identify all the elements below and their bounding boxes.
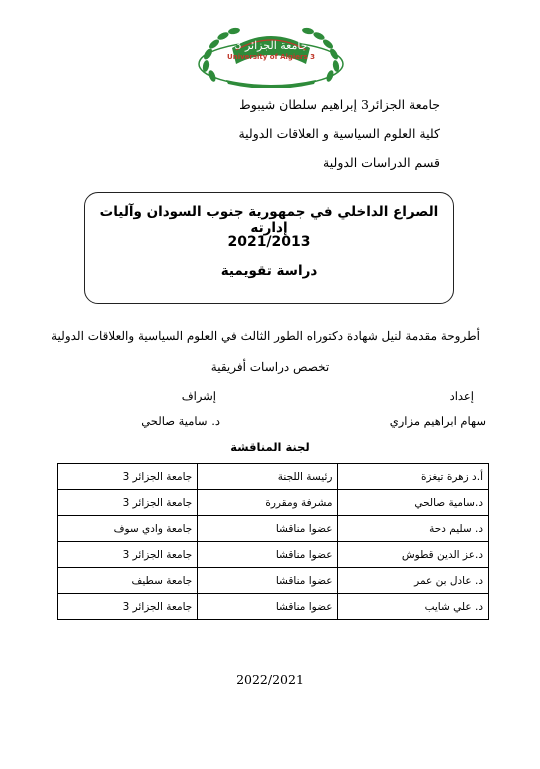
table-row — [58, 516, 489, 542]
member-name: د.عز الدين قطوش — [338, 542, 489, 568]
member-name: أ.د زهرة تيغزة — [338, 464, 489, 490]
member-name: د. سليم دحة — [338, 516, 489, 542]
table-row — [58, 490, 489, 516]
thesis-subtitle: دراسة تقويمية — [220, 263, 318, 279]
committee-title: لجنة المناقشة — [230, 440, 310, 454]
member-university: جامعة سطيف — [58, 568, 198, 594]
member-name: د.سامية صالحي — [338, 490, 489, 516]
supervisor-name: د. سامية صالحي — [141, 414, 220, 428]
table-row — [58, 542, 489, 568]
logo-arabic-text: جامعة الجزائر 3 — [234, 39, 308, 52]
member-role: عضوا مناقشا — [198, 516, 338, 542]
member-role: مشرفة ومقررة — [198, 490, 338, 516]
thesis-description: أطروحة مقدمة لنيل شهادة دكتوراه الطور الثالث في العلوم السياسية والعلاقات الدولية — [51, 329, 480, 343]
member-role: عضوا مناقشا — [198, 594, 338, 620]
student-name: سهام ابراهيم مزاري — [389, 414, 486, 428]
committee-table — [57, 463, 489, 620]
member-university: جامعة الجزائر 3 — [58, 594, 198, 620]
thesis-specialty: تخصص دراسات أفريقية — [210, 360, 330, 374]
university-name: جامعة الجزائر3 إبراهيم سلطان شيبوط — [239, 97, 440, 112]
member-university: جامعة الجزائر 3 — [58, 490, 198, 516]
logo-english-text: University of Algiers 3 — [227, 53, 315, 61]
table-row — [58, 568, 489, 594]
table-row — [58, 464, 489, 490]
thesis-title-box — [84, 192, 454, 304]
table-row — [58, 594, 489, 620]
member-university: جامعة الجزائر 3 — [58, 542, 198, 568]
member-name: د. علي شايب — [338, 594, 489, 620]
member-name: د. عادل بن عمر — [338, 568, 489, 594]
supervision-label: إشراف — [181, 389, 216, 403]
academic-year: 2022/2021 — [236, 672, 304, 687]
prepared-by-label: إعداد — [449, 389, 474, 403]
member-university: جامعة وادي سوف — [58, 516, 198, 542]
thesis-years: 2021/2013 — [227, 234, 311, 250]
member-university: جامعة الجزائر 3 — [58, 464, 198, 490]
member-role: رئيسة اللجنة — [198, 464, 338, 490]
member-role: عضوا مناقشا — [198, 542, 338, 568]
faculty-name: كلية العلوم السياسية و العلاقات الدولية — [238, 126, 440, 141]
university-logo — [196, 20, 346, 88]
member-role: عضوا مناقشا — [198, 568, 338, 594]
thesis-title: الصراع الداخلي في جمهورية جنوب السودان وآليات إدارته — [99, 204, 439, 236]
department-name: قسم الدراسات الدولية — [323, 155, 440, 170]
